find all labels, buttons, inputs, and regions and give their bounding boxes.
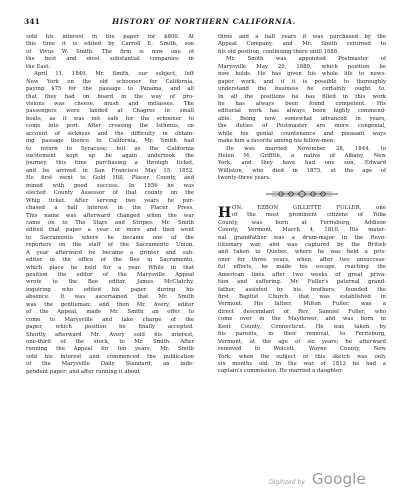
text-line: six months old. In the war of 1812 he had a xyxy=(218,360,386,367)
text-line: wrote to the Bee editor, James McClatchy, xyxy=(26,279,194,286)
text-line: excitement kept up he again undertook the xyxy=(26,153,194,159)
text-line: visions was cheese, mush and molasses. The xyxy=(26,100,194,107)
text-line: which place he held for a year. While in that xyxy=(26,264,194,271)
text-line: elected County Assessor of that county on the xyxy=(26,190,194,197)
text-line: York, when the subject of this sketch was only xyxy=(218,353,386,360)
text-line: Marysville May 20, 1889, which position he xyxy=(218,63,386,70)
text-line: to Sacramento where he became one of the xyxy=(26,234,194,241)
text-line: ing passage thence to California, Mr. Smith had xyxy=(26,138,194,145)
text-line: of the Appeal, made Mr. Smith an offer to xyxy=(26,309,194,316)
text-line: three and a half years it was purchased by the xyxy=(218,34,386,40)
text-line: position the editor of the Marysville Appeal xyxy=(26,272,194,278)
text-line: now holds. He has given his whole life to news- xyxy=(218,71,386,78)
text-line: able. Being now somewhat advanced in years, xyxy=(218,115,386,122)
right-column xyxy=(218,34,386,376)
text-line: inquiring who edited his paper during his xyxy=(26,286,194,293)
text-line: Williston, who died in 1875, at the age of xyxy=(218,167,386,174)
text-line: absence. It was ascertained that Mr. Smith xyxy=(26,294,194,301)
right-column-continuation xyxy=(218,34,386,183)
text-line: paper work, and if it is possible to thoroughly xyxy=(218,78,386,85)
text-line: father, assisted by his brothers, founded the xyxy=(218,286,386,293)
biography-text xyxy=(218,205,386,376)
text-line: ON. EZBON GILLETTE FULLER, one xyxy=(232,204,386,211)
text-line: that they had on board in the way of pro- xyxy=(26,93,194,100)
text-line: passengers were landed at Chagres in small xyxy=(26,108,194,115)
text-line: boats, as it was not safe for the schooner to xyxy=(26,115,194,122)
text-line: and he arrived in San Francisco May 15, 1852. xyxy=(26,167,194,174)
text-line: sold his interest in the paper for $800. At xyxy=(26,34,194,40)
text-line: tion and suffering. Mr. Fuller's paternal grand- xyxy=(218,279,386,286)
text-line: In all the positions he has filled in this work xyxy=(218,93,386,100)
text-line: come over in the Mayflower, and was born in xyxy=(218,316,386,323)
text-line: the best and most substantial companies in xyxy=(26,56,194,63)
text-line: Kent County, Connecticut. He was taken by xyxy=(218,323,386,330)
text-line: editorial work has always been highly commend- xyxy=(218,108,386,115)
text-line: Whig ticket. After serving two years he pur- xyxy=(26,197,194,204)
text-line: was the gentleman; and then Mr. Avery, editor xyxy=(26,301,194,308)
text-line: sold his interest and commenced the publication xyxy=(26,353,194,360)
text-line: removed to Wolcott, Wayne County, New xyxy=(218,346,386,353)
text-line: A year afterward he became a printer and sub- xyxy=(26,249,194,256)
text-line: paying $75 for the passage to Panama, and all xyxy=(26,86,194,93)
biography-section xyxy=(218,205,386,376)
text-line: of Vivus W. Smith. The firm is now one of xyxy=(26,48,194,55)
ornament-icon xyxy=(266,189,338,199)
text-line: he has always been found competent. His xyxy=(218,100,386,107)
text-line: understand the business he certainly ought to. xyxy=(218,86,386,93)
text-line: come to Marysville and take charge of the xyxy=(26,316,194,323)
text-line: ful efforts, he made his escape, reaching the xyxy=(218,264,386,271)
text-line: while his genial countenance and pleasant ways xyxy=(218,130,386,137)
text-line: running the Appeal for ten years, Mr. Smith xyxy=(26,346,194,353)
text-line: and taken to Quebec, where he was held a pris- xyxy=(218,249,386,256)
text-line: April 11, 1849, Mr. Smith, our subject, left xyxy=(34,71,194,78)
text-line: the East. xyxy=(26,63,51,70)
running-title: HISTORY OF NORTHERN CALIFORNIA. xyxy=(112,17,296,26)
text-line: Appeal Company, and Mr. Smith returned to xyxy=(218,41,386,48)
page-header xyxy=(24,17,384,31)
text-line: the duties of Postmaster are more congenial, xyxy=(218,123,386,130)
page-number: 341 xyxy=(24,17,40,26)
text-line: of the Marysville Daily Standard, an inde- xyxy=(26,361,194,368)
text-line: Mr. Smith was appointed Postmaster of xyxy=(226,56,386,63)
text-line: American lines after two weeks of great priva- xyxy=(218,271,386,278)
text-line: editor in the office of the Bee in Sacramento, xyxy=(26,257,194,264)
text-line: He was married November 28, 1844, to xyxy=(226,145,386,152)
text-line: oner for three years, when, after two unsuccess- xyxy=(218,256,386,263)
text-line: He first went to Gold Hill, Placer County, and xyxy=(26,175,194,182)
google-watermark xyxy=(269,469,366,488)
text-line: nal grandfather was a drum-major in the Revo- xyxy=(218,234,386,241)
left-column xyxy=(26,34,194,376)
drop-cap: H xyxy=(218,204,232,221)
text-line: his old position, continuing there until 1888. xyxy=(218,48,339,55)
text-line: Vermont. His father, Milton Fuller, was a xyxy=(218,301,386,308)
text-line: first Baptist Church that was established in xyxy=(218,294,386,300)
text-line: to return to Syracuse; but as the California xyxy=(26,145,194,152)
text-line: of the most prominent citizens of Yuba xyxy=(232,212,386,219)
text-line: mined with good success. In 1856 he was xyxy=(26,182,194,189)
text-line: lutionary war, and was captured by the British xyxy=(218,241,386,248)
text-line: pendent paper; and after running it about xyxy=(26,368,140,375)
text-line: reporters on the staff of the Sacramento Union. xyxy=(26,242,194,249)
text-line: one-third of the stock, to Mr. Smith. After xyxy=(26,338,194,345)
text-line: chased a half interest in the Placer Press. xyxy=(26,205,194,212)
text-line: this time it is edited by Carroll E. Smith, son xyxy=(26,41,194,48)
text-line: New York on the old schooner for California, xyxy=(26,78,194,85)
text-line: journey, this time purchasing a through ticket, xyxy=(26,160,194,167)
text-line: County, was born at Ferrisburg, Addison xyxy=(218,219,386,226)
text-line: twenty-three years. xyxy=(218,175,271,182)
text-line: York, and they have had one son, Edward xyxy=(218,160,386,167)
text-line: came on to The Stars and Stripes. Mr. Smith xyxy=(26,219,194,226)
digitized-by-label: Digitized by xyxy=(269,479,305,486)
text-line: Shortly afterward Mr. Avery sold his interest, xyxy=(26,331,194,338)
google-logo: Google xyxy=(311,470,366,488)
text-line: paper, which position he finally accepted. xyxy=(26,324,194,331)
text-line: Vermont, at the age of six years; he afterward xyxy=(218,338,386,345)
text-line: edited that paper a year or more and then went xyxy=(26,227,194,234)
text-line: account of sickness and the difficulty in obtain- xyxy=(26,130,194,137)
text-line: direct descendant of Rev. Samuel Fuller, who xyxy=(218,308,386,315)
text-line: make him a favorite among his fellow-men. xyxy=(218,138,335,145)
text-line: Helen M. Griffith, a native of Albany, New xyxy=(218,153,386,159)
text-line: captain's commission. He married a daughter xyxy=(218,368,342,375)
text-line: This name was afterward changed when the war xyxy=(26,212,194,219)
text-line: County, Vermont, March 4, 1810. His mater- xyxy=(218,227,386,234)
section-divider xyxy=(218,187,386,201)
text-line: his parents, in their removal, to Ferrisburg, xyxy=(218,331,386,338)
text-line: come into port. After crossing the Isthmus, on xyxy=(26,123,194,130)
